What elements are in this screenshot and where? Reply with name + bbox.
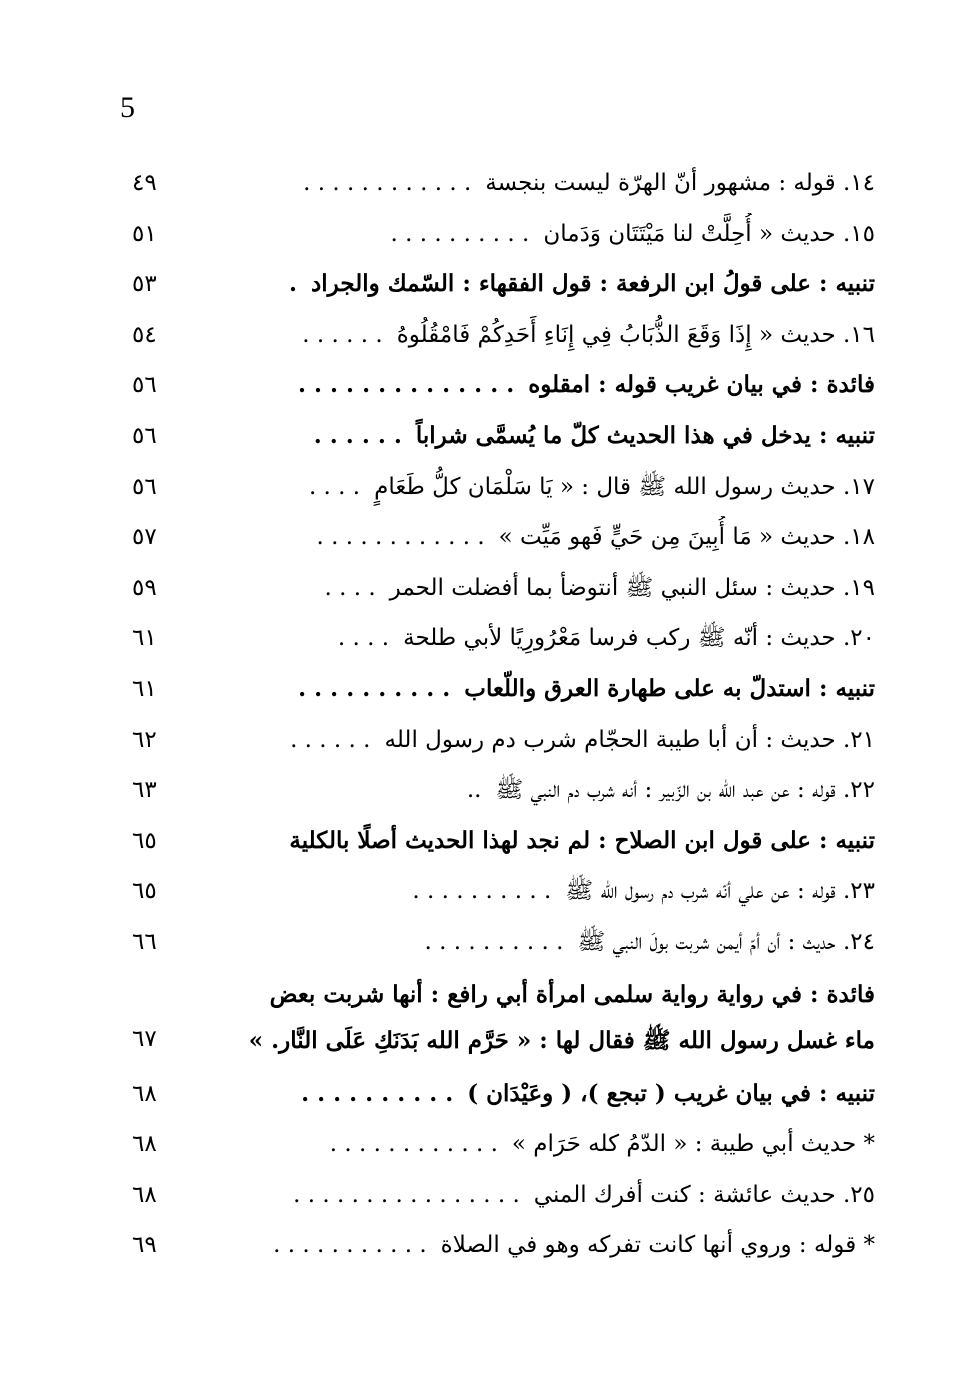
toc-entry-title: ١٧. حديث رسول الله ﷺ قال : « يَا سَلْمَان كلُّ طَعَامٍ xyxy=(374,473,875,500)
toc-page-number: ٥٩ xyxy=(132,574,157,601)
toc-entry xyxy=(120,462,875,513)
dot-leader: . . . . xyxy=(308,473,361,500)
table-of-contents xyxy=(120,158,875,1271)
toc-entry-text xyxy=(225,617,875,659)
toc-page-number: ٥٦ xyxy=(132,422,157,449)
toc-entry-text xyxy=(235,972,875,1064)
toc-entry-title: تنبيه : في بيان غريب ( تبجع )، ( وعَيْدَان ) xyxy=(467,1079,875,1107)
toc-entry-text xyxy=(225,1224,875,1266)
dot-leader: . . . . . . . . . . . . . . xyxy=(298,371,515,399)
toc-entry-text xyxy=(225,719,875,761)
dot-leader: . . . . . . . . . . xyxy=(424,928,564,955)
toc-page-number: ٥٤ xyxy=(132,321,157,348)
toc-entry xyxy=(120,310,875,361)
dot-leader: . . . . . . . . . . . xyxy=(273,1232,427,1259)
toc-page-number: ٦٩ xyxy=(132,1232,157,1259)
toc-entry xyxy=(120,715,875,766)
toc-entry xyxy=(120,158,875,209)
toc-entry-text xyxy=(225,466,875,508)
toc-entry-text xyxy=(225,567,875,609)
toc-entry xyxy=(120,664,875,715)
toc-entry xyxy=(120,411,875,462)
toc-entry-title: ٢٠. حديث : أنّه ﷺ ركب فرسا مَعْرُورِيًا لأبي طلحة xyxy=(403,625,875,652)
toc-page-number: ٦١ xyxy=(132,675,157,702)
toc-page-number: ٦٦ xyxy=(132,928,157,955)
toc-entry-title: ١٥. حديث « أُحِلَّتْ لنا مَيْتَتَان وَدَمان xyxy=(543,220,875,247)
toc-page-number: ٥٦ xyxy=(132,473,157,500)
dot-leader: . . . . . . . . . . xyxy=(298,674,451,702)
toc-page-number: ٥١ xyxy=(132,220,157,247)
toc-entry-text xyxy=(225,415,875,457)
toc-page-number: ٦٥ xyxy=(132,878,157,905)
toc-page-number: ٦٨ xyxy=(132,1080,157,1107)
dot-leader xyxy=(275,827,289,854)
toc-entry-title: فائدة : في بيان غريب قوله : امقلوه xyxy=(528,371,875,399)
toc-entry-text xyxy=(225,1174,875,1216)
dot-leader: . xyxy=(289,270,298,298)
toc-entry xyxy=(120,816,875,867)
toc-entry-text xyxy=(225,820,875,862)
toc-entry-title: ١٨. حديث « مَا أُبِينَ مِن حَيٍّ فَهو مَيِّت » xyxy=(498,524,875,551)
toc-page-number: ٦٢ xyxy=(132,726,157,753)
toc-entry xyxy=(120,1170,875,1221)
toc-entry-text xyxy=(225,1123,875,1165)
toc-entry xyxy=(120,259,875,310)
dot-leader: . . . . . . . . . . . . . . . . xyxy=(293,1181,520,1208)
toc-entry xyxy=(120,1119,875,1170)
toc-entry-title: ٢١. حديث : أن أبا طيبة الحجّام شرب دم رسول الله xyxy=(384,726,875,753)
toc-page-number: ٦١ xyxy=(132,625,157,652)
toc-entry xyxy=(120,917,875,968)
toc-entry xyxy=(120,209,875,260)
dot-leader: . . . . . . . . . . . . xyxy=(316,524,485,551)
toc-entry-title: ٢٢. قوله : عن عبد الله بن الزّبير : أنه شرب دم النبي ﷺ xyxy=(495,777,875,804)
toc-entry-title: ١٩. حديث : سئل النبي ﷺ أنتوضأ بما أفضلت الحمر xyxy=(389,574,875,601)
toc-entry xyxy=(120,866,875,917)
dot-leader: . . . . . . xyxy=(302,321,383,348)
toc-entry-title: ٢٣. قوله : عن علي أنّه شرب دم رسول الله ﷺ xyxy=(565,878,875,905)
toc-entry-text xyxy=(225,213,875,255)
toc-entry-text xyxy=(225,769,875,811)
toc-entry xyxy=(120,360,875,411)
toc-entry-text xyxy=(225,314,875,356)
toc-entry-title: ٢٤. حديث : أن أمّ أيمن شربت بولَ النبي ﷺ xyxy=(577,928,875,955)
toc-entry-title: * قوله : وروي أنها كانت تفركه وهو في الصلاة xyxy=(440,1232,875,1259)
toc-page-number: ٦٧ xyxy=(132,1025,157,1052)
toc-entry-title: تنبيه : على قول ابن الصلاح : لم نجد لهذا الحديث أصلًا بالكلية xyxy=(289,826,875,854)
toc-entry xyxy=(120,512,875,563)
toc-entry xyxy=(120,1220,875,1271)
toc-entry-title: فائدة : في رواية رواية سلمى امرأة أبي رافع : أنها شربت بعض ماء غسل رسول الله ﷺ فقال لها : « حَرَّم الله بَدَنَكِ عَلَى النَّار. » xyxy=(248,980,875,1054)
toc-entry-text xyxy=(225,516,875,558)
page-number: 5 xyxy=(120,91,135,124)
toc-entry xyxy=(120,563,875,614)
toc-entry xyxy=(120,968,875,1069)
toc-entry-text xyxy=(225,1073,875,1115)
dot-leader: . . . . . . . . . . xyxy=(412,878,552,905)
dot-leader: . . . . . . . . . . . . xyxy=(329,1131,498,1158)
toc-entry-text xyxy=(225,162,875,204)
toc-entry-text xyxy=(225,921,875,963)
toc-page-number: ٦٨ xyxy=(132,1181,157,1208)
dot-leader: . . . . xyxy=(337,625,390,652)
toc-page-number: ٥٦ xyxy=(132,372,157,399)
toc-page-number: ٥٧ xyxy=(132,524,157,551)
toc-entry-title: ١٦. حديث « إِذَا وَقَعَ الذُّبَابُ فِي إِنَاءِ أَحَدِكُمْ فَامْقُلُوهُ xyxy=(396,321,875,348)
dot-leader: . . . . . . . . . . xyxy=(301,1079,454,1107)
toc-entry-text xyxy=(225,263,875,305)
toc-entry-text xyxy=(225,668,875,710)
toc-entry xyxy=(120,1069,875,1120)
toc-page-number: ٦٨ xyxy=(132,1131,157,1158)
toc-page-number: ٤٩ xyxy=(132,170,157,196)
toc-entry-title: ١٤. قوله : مشهور أنّ الهرّة ليست بنجسة xyxy=(485,170,875,196)
dot-leader: . . . . . . xyxy=(313,421,402,449)
dot-leader: . . . . . . . . . . . . xyxy=(303,170,472,196)
toc-entry xyxy=(120,765,875,816)
toc-entry-title: تنبيه : على قولُ ابن الرفعة : قول الفقهاء : السّمك والجراد xyxy=(311,270,875,298)
toc-entry-title: * حديث أبي طيبة : « الدّمُ كله حَرَام » xyxy=(511,1131,875,1158)
toc-entry xyxy=(120,613,875,664)
toc-page-number: ٦٣ xyxy=(132,777,157,804)
dot-leader xyxy=(235,1027,249,1054)
toc-page-number: ٥٣ xyxy=(132,271,157,298)
dot-leader: .. xyxy=(466,777,482,804)
toc-entry-text xyxy=(225,870,875,912)
toc-entry-title: تنبيه : استدلّ به على طهارة العرق واللّعاب xyxy=(464,674,875,702)
toc-entry-title: تنبيه : يدخل في هذا الحديث كلّ ما يُسمَّى شراباً xyxy=(415,421,875,449)
toc-page-number: ٦٥ xyxy=(132,827,157,854)
toc-entry-text xyxy=(225,364,875,406)
dot-leader: . . . . . . xyxy=(290,726,371,753)
dot-leader: . . . . . . . . . . xyxy=(390,220,530,247)
toc-entry-title: ٢٥. حديث عائشة : كنت أفرك المني xyxy=(533,1181,875,1208)
dot-leader: . . . . xyxy=(324,574,376,601)
